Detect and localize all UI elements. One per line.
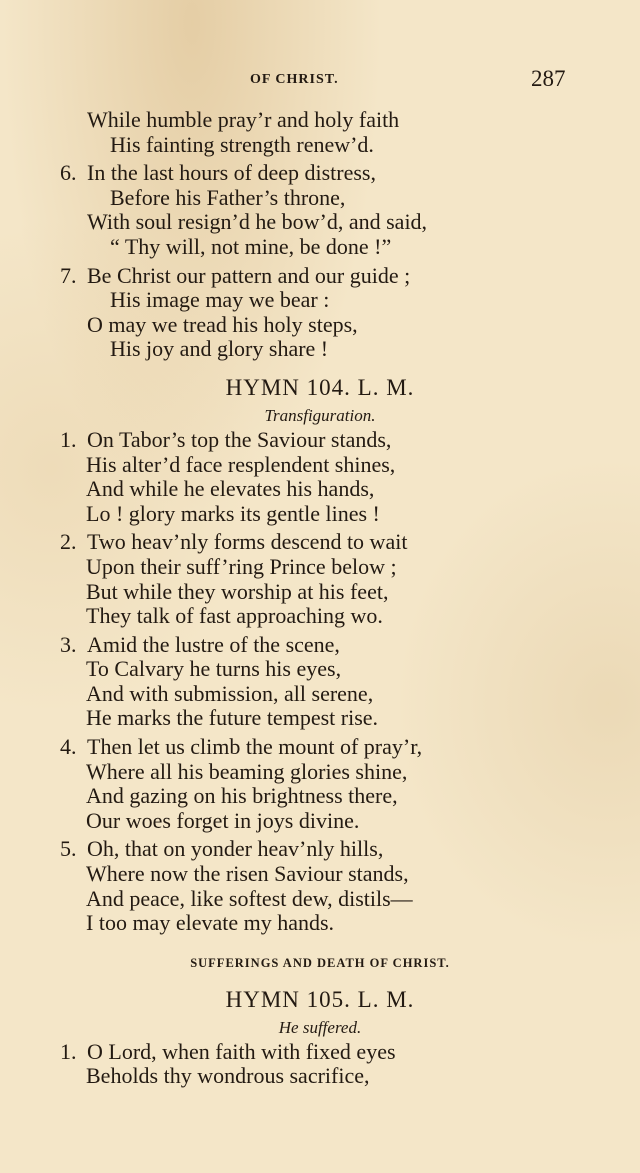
verse-line: Before his Father’s throne, xyxy=(110,184,346,210)
verse-line: Our woes forget in joys divine. xyxy=(86,807,360,833)
verse-line: O may we tread his holy steps, xyxy=(87,311,358,337)
stanza-number: 1. xyxy=(60,426,77,452)
verse-line: But while they worship at his feet, xyxy=(86,578,389,604)
stanza-number: 1. xyxy=(60,1038,77,1064)
hymn-subtitle: Transfiguration. xyxy=(264,405,376,425)
stanza-number: 2. xyxy=(60,529,77,555)
stanza-number: 4. xyxy=(60,734,77,760)
page-content xyxy=(0,108,640,1089)
section-heading: SUFFERINGS AND DEATH OF CHRIST. xyxy=(190,955,450,970)
page-header xyxy=(0,66,640,96)
verse-line: His image may we bear : xyxy=(110,287,330,313)
running-head: OF CHRIST. xyxy=(250,72,339,87)
verse-line: I too may elevate my hands. xyxy=(86,910,335,936)
verse-line: And with submission, all serene, xyxy=(86,680,374,706)
verse-line: Upon their suff’ring Prince below ; xyxy=(86,553,397,579)
verse-line: To Calvary he turns his eyes, xyxy=(86,656,342,682)
verse-line: Where all his beaming glories shine, xyxy=(86,758,408,784)
verse-line: His joy and glory share ! xyxy=(110,336,329,362)
stanza-first-line: 3. Amid the lustre of the scene, xyxy=(60,631,340,657)
verse-line: His fainting strength renew’d. xyxy=(110,131,374,157)
verse-line: With soul resign’d he bow’d, and said, xyxy=(87,209,428,235)
verse-line: While humble pray’r and holy faith xyxy=(87,107,400,132)
verse-line: Beholds thy wondrous sacrifice, xyxy=(86,1063,370,1089)
verse-line: And peace, like softest dew, distils— xyxy=(86,885,413,911)
verse-line: His alter’d face resplendent shines, xyxy=(86,451,396,477)
stanza-first-line: 1. On Tabor’s top the Saviour stands, xyxy=(60,426,392,452)
verse-line: And while he elevates his hands, xyxy=(86,476,375,502)
hymn-title: HYMN 105. L. M. xyxy=(225,986,415,1012)
stanza-first-line: 5. Oh, that on yonder heav’nly hills, xyxy=(60,836,384,862)
stanza-first-line: 2. Two heav’nly forms descend to wait xyxy=(60,529,408,555)
stanza-number: 6. xyxy=(60,160,77,186)
hymn-title: HYMN 104. L. M. xyxy=(225,374,415,400)
stanza-first-line: 4. Then let us climb the mount of pray’r, xyxy=(60,734,423,760)
stanza-first-line: 7. Be Christ our pattern and our guide ; xyxy=(60,262,411,288)
stanza-first-line: 6. In the last hours of deep distress, xyxy=(60,160,376,186)
verse-line: They talk of fast approaching wo. xyxy=(86,603,383,629)
verse-line: “ Thy will, not mine, be done !” xyxy=(110,233,392,259)
stanza-number: 3. xyxy=(60,631,77,657)
verse-line: Where now the risen Saviour stands, xyxy=(86,861,409,887)
stanza-number: 7. xyxy=(60,262,77,288)
stanza-first-line: 1. O Lord, when faith with fixed eyes xyxy=(60,1038,396,1064)
verse-line: He marks the future tempest rise. xyxy=(86,705,379,731)
page-number: 287 xyxy=(531,66,566,91)
hymn-subtitle: He suffered. xyxy=(278,1017,362,1037)
verse-line: And gazing on his brightness there, xyxy=(86,783,398,809)
verse-line: Lo ! glory marks its gentle lines ! xyxy=(86,500,380,526)
stanza-number: 5. xyxy=(60,836,77,862)
